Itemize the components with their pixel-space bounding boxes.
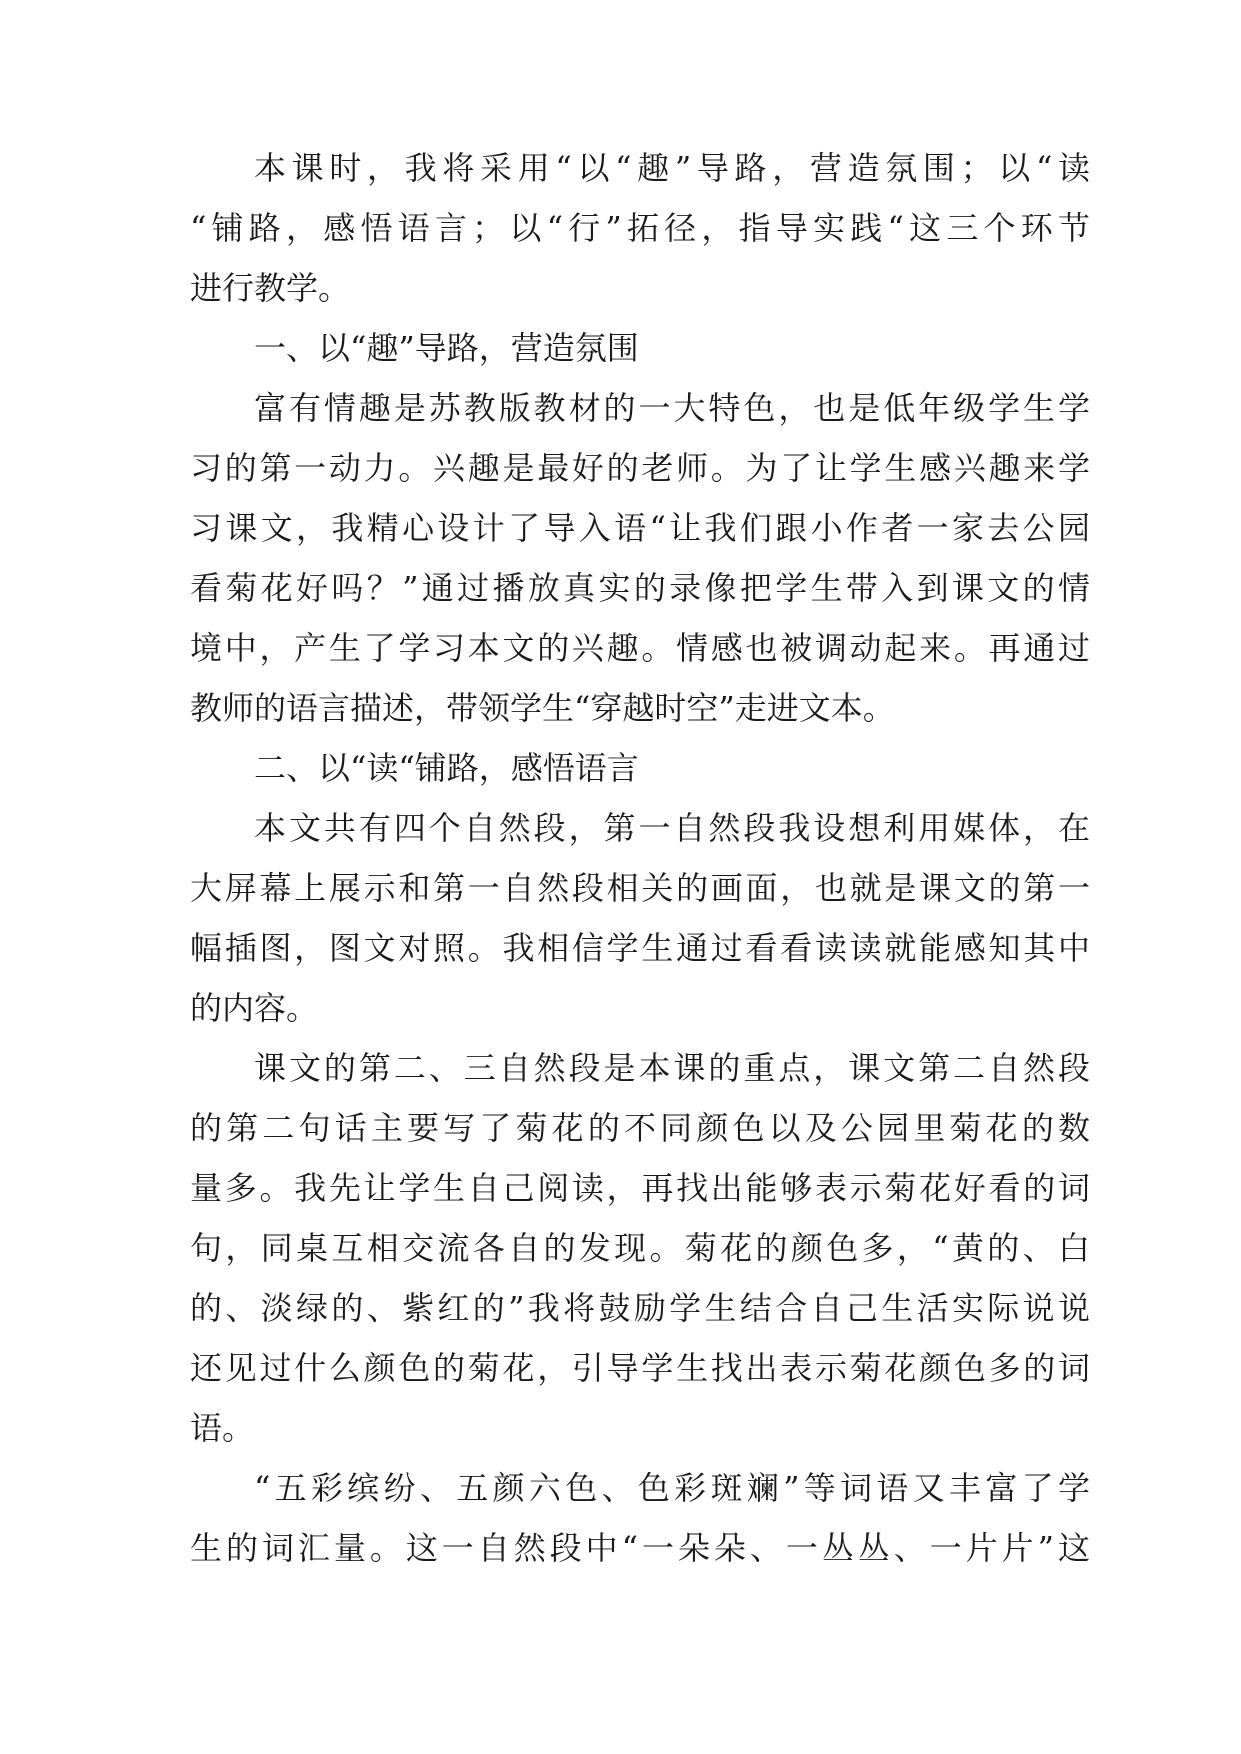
- text-line: 量多。我先让学生自己阅读，再找出能够表示菊花好看的词: [190, 1169, 1090, 1207]
- text-line: 教师的语言描述，带领学生“穿越时空”走进文本。: [190, 689, 895, 727]
- text-line: 习课文，我精心设计了导入语“让我们跟小作者一家去公园: [190, 509, 1090, 547]
- text-line: 进行教学。: [190, 269, 351, 307]
- text-line: 习的第一动力。兴趣是最好的老师。为了让学生感兴趣来学: [190, 449, 1090, 487]
- text-line: 境中，产生了学习本文的兴趣。情感也被调动起来。再通过: [190, 629, 1090, 667]
- text-line: 还见过什么颜色的菊花，引导学生找出表示菊花颜色多的词: [190, 1349, 1090, 1387]
- text-line: 句，同桌互相交流各自的发现。菊花的颜色多，“黄的、白: [190, 1229, 1090, 1267]
- text-line: “铺路，感悟语言；以“行”拓径，指导实践“这三个环节: [190, 209, 1090, 247]
- text-line: 生的词汇量。这一自然段中“一朵朵、一丛丛、一片片”这: [190, 1529, 1090, 1567]
- text-line: 的、淡绿的、紫红的”我将鼓励学生结合自己生活实际说说: [190, 1289, 1090, 1327]
- text-line: 富有情趣是苏教版教材的一大特色，也是低年级学生学: [254, 389, 1090, 427]
- text-line: 大屏幕上展示和第一自然段相关的画面，也就是课文的第一: [190, 869, 1090, 907]
- section-heading: 一、以“趣”导路，营造氛围: [254, 329, 639, 367]
- text-line: 的内容。: [190, 989, 319, 1027]
- text-line: “五彩缤纷、五颜六色、色彩斑斓”等词语又丰富了学: [254, 1469, 1090, 1507]
- text-line: 看菊花好吗？”通过播放真实的录像把学生带入到课文的情: [190, 569, 1090, 607]
- text-line: 幅插图，图文对照。我相信学生通过看看读读就能感知其中: [190, 929, 1090, 967]
- text-line: 语。: [190, 1409, 255, 1447]
- text-line: 本课时，我将采用“以“趣”导路，营造氛围；以“读: [254, 149, 1090, 187]
- text-line: 本文共有四个自然段，第一自然段我设想利用媒体，在: [254, 809, 1090, 847]
- section-heading: 二、以“读“铺路，感悟语言: [254, 749, 639, 787]
- text-line: 的第二句话主要写了菊花的不同颜色以及公园里菊花的数: [190, 1109, 1090, 1147]
- text-line: 课文的第二、三自然段是本课的重点，课文第二自然段: [254, 1049, 1090, 1087]
